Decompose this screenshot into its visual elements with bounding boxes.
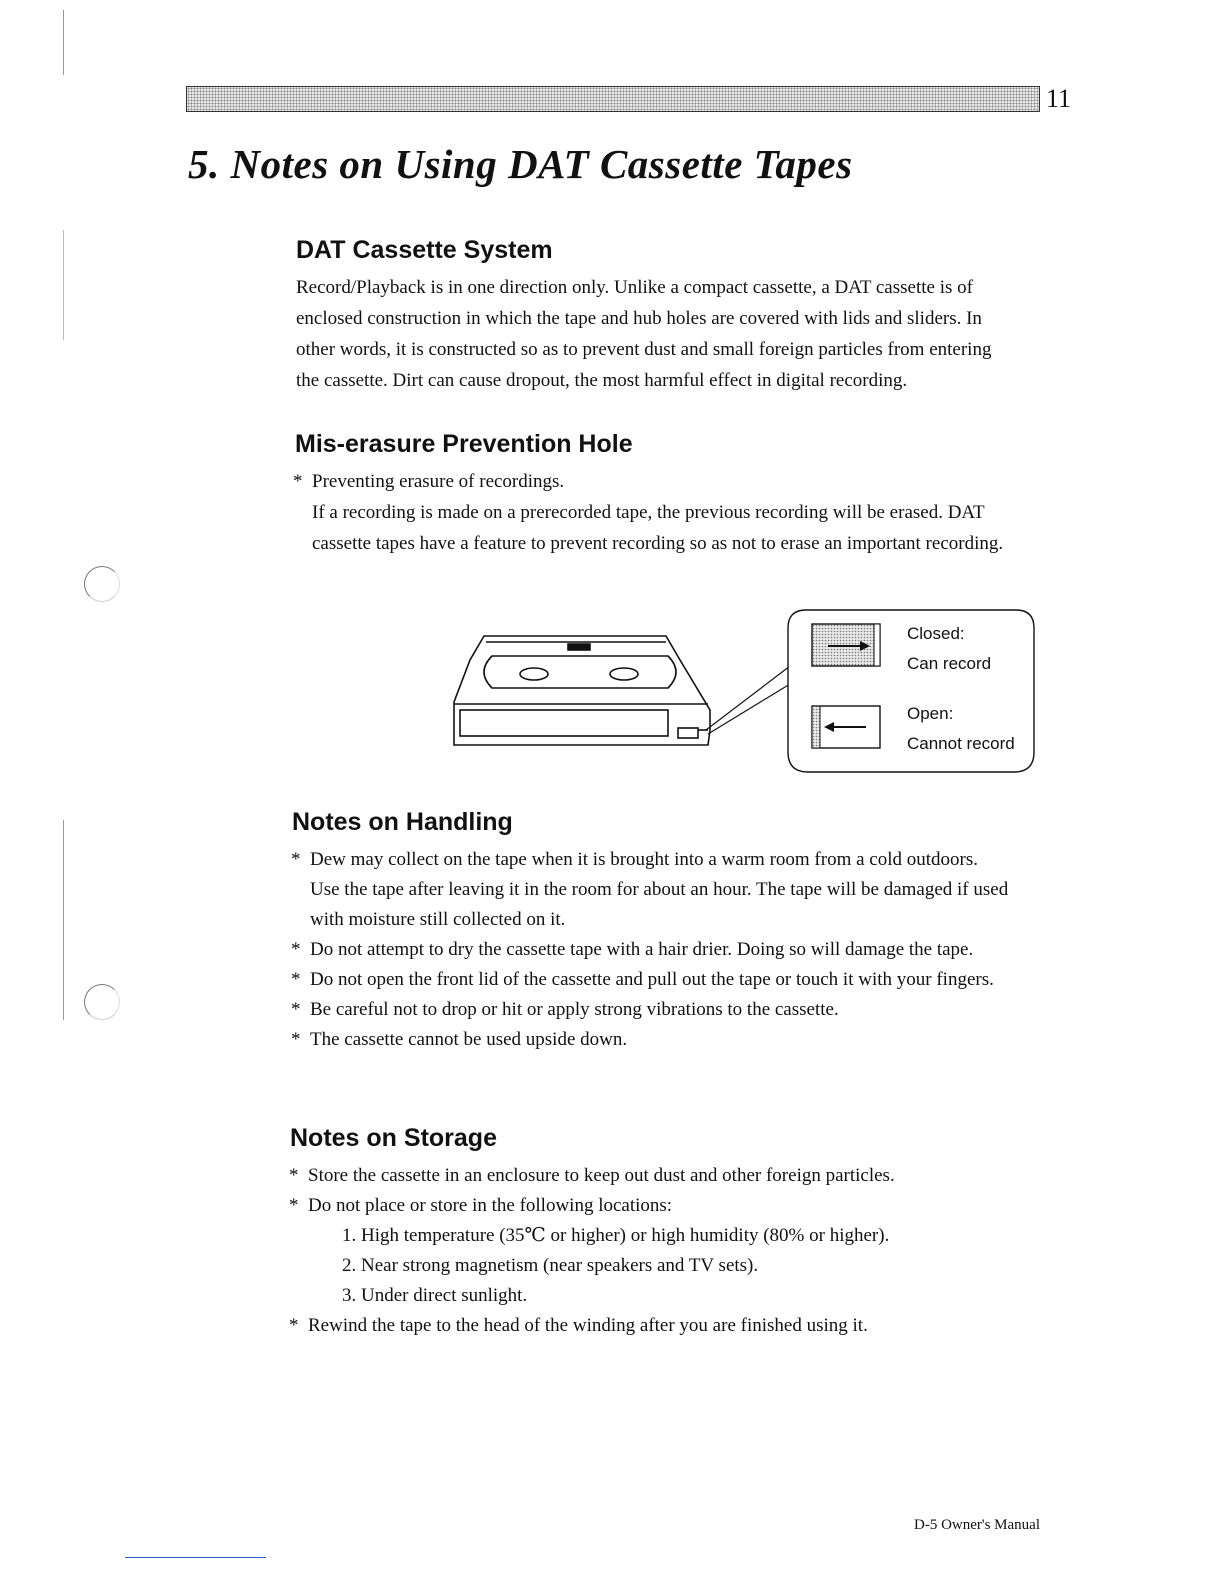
- margin-line-lower: [63, 820, 64, 1020]
- location-item: 2. Near strong magnetism (near speakers and TV sets).: [342, 1255, 759, 1276]
- paragraph-line: the cassette. Dirt can cause dropout, the most harmful effect in digital recording.: [296, 370, 908, 391]
- section-heading-storage: Notes on Storage: [290, 1124, 497, 1152]
- bullet-symbol: *: [289, 1315, 299, 1336]
- cassette-body: [454, 636, 710, 745]
- list-item: [291, 965, 1008, 995]
- page-title: 5. Notes on Using DAT Cassette Tapes: [188, 141, 853, 187]
- open-label: Open:: [907, 704, 954, 723]
- list-item: [289, 1311, 895, 1341]
- bullet-text: Use the tape after leaving it in the room for about an hour. The tape will be damaged if used: [310, 879, 1009, 900]
- bullet-symbol: *: [289, 1165, 299, 1186]
- list-item: [291, 1025, 1008, 1055]
- list-item: [293, 466, 1003, 559]
- cassette-figure: [440, 600, 1050, 780]
- bullet-text: cassette tapes have a feature to prevent recording so as not to erase an important recording.: [312, 533, 1004, 554]
- closed-description: Can record: [907, 654, 992, 673]
- section-heading-prevention: Mis-erasure Prevention Hole: [295, 430, 633, 458]
- callout-line-lower: [708, 684, 790, 734]
- location-item: 3. Under direct sunlight.: [342, 1285, 528, 1306]
- prevention-list: [293, 466, 1003, 559]
- list-item: [289, 1161, 895, 1191]
- punch-hole-bottom: [84, 984, 120, 1020]
- punch-hole-top: [84, 566, 120, 602]
- bullet-symbol: *: [289, 1195, 299, 1216]
- list-item: [291, 935, 1008, 965]
- bullet-text: Rewind the tape to the head of the winding after you are finished using it.: [308, 1315, 868, 1336]
- open-description: Cannot record: [907, 734, 1015, 753]
- bullet-text: If a recording is made on a prerecorded tape, the previous recording will be erased. DAT: [312, 502, 985, 523]
- bullet-text: The cassette cannot be used upside down.: [310, 1029, 628, 1050]
- section-heading-handling: Notes on Handling: [292, 808, 513, 836]
- bottom-rule: [125, 1557, 266, 1558]
- bullet-text: Do not place or store in the following locations:: [308, 1195, 673, 1216]
- bullet-symbol: *: [293, 471, 303, 492]
- margin-line-top: [63, 10, 64, 75]
- page-number: 11: [1046, 84, 1072, 113]
- storage-list: [289, 1161, 895, 1341]
- location-list: [308, 1221, 895, 1311]
- bullet-symbol: *: [291, 969, 301, 990]
- closed-switch-icon: [812, 624, 880, 666]
- handling-list: [291, 845, 1008, 1055]
- bullet-text: with moisture still collected on it.: [310, 909, 566, 930]
- bullet-text: Do not attempt to dry the cassette tape with a hair drier. Doing so will damage the tape.: [310, 939, 974, 960]
- closed-label: Closed:: [907, 624, 965, 643]
- margin-line-mid: [63, 230, 64, 340]
- list-item: [289, 1191, 895, 1311]
- bullet-text: Be careful not to drop or hit or apply strong vibrations to the cassette.: [310, 999, 839, 1020]
- bullet-text: Store the cassette in an enclosure to keep out dust and other foreign particles.: [308, 1165, 895, 1186]
- system-paragraph: [296, 272, 991, 396]
- list-item: [291, 995, 1008, 1025]
- paragraph-line: other words, it is constructed so as to prevent dust and small foreign particles from entering: [296, 339, 992, 360]
- section-heading-system: DAT Cassette System: [296, 236, 553, 264]
- bullet-symbol: *: [291, 939, 301, 960]
- open-switch-icon: [812, 706, 880, 748]
- callout-line-upper: [706, 666, 790, 730]
- bullet-text: Do not open the front lid of the cassette and pull out the tape or touch it with your fingers.: [310, 969, 994, 990]
- footer-manual-name: D-5 Owner's Manual: [914, 1517, 1041, 1533]
- paragraph-line: Record/Playback is in one direction only. Unlike a compact cassette, a DAT cassette is of: [296, 277, 973, 298]
- bullet-symbol: *: [291, 849, 301, 870]
- list-item: [291, 845, 1008, 935]
- bullet-symbol: *: [291, 999, 301, 1020]
- bullet-text: Dew may collect on the tape when it is brought into a warm room from a cold outdoors.: [310, 849, 979, 870]
- bullet-symbol: *: [291, 1029, 301, 1050]
- bullet-text: Preventing erasure of recordings.: [312, 471, 565, 492]
- header-bar: [186, 86, 1040, 112]
- location-item: 1. High temperature (35℃ or higher) or high humidity (80% or higher).: [342, 1225, 890, 1246]
- paragraph-line: enclosed construction in which the tape and hub holes are covered with lids and sliders. In: [296, 308, 982, 329]
